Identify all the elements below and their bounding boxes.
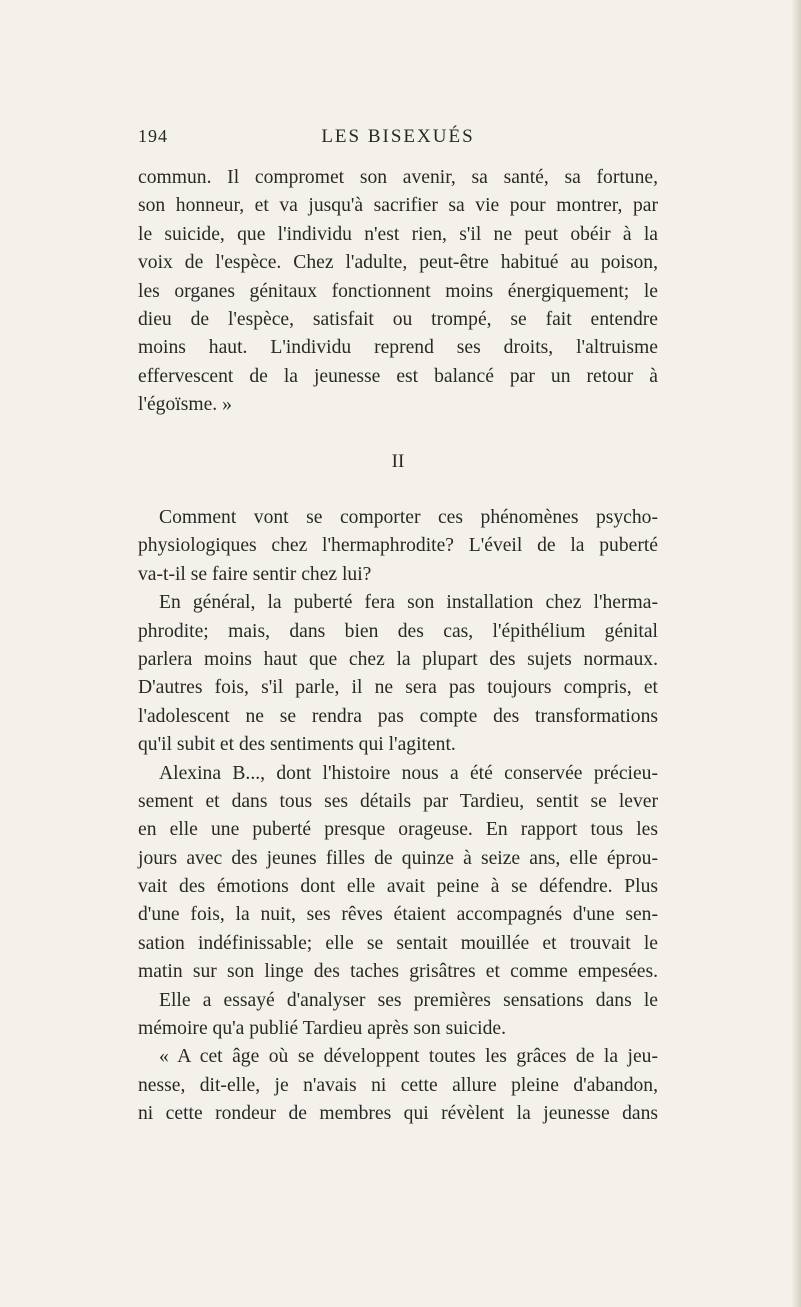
section-body: [138, 504, 658, 1129]
text-line-content: le suicide, que l'individu n'est rien, s'il ne peut obéir à la: [138, 223, 658, 245]
text-line: [138, 788, 658, 816]
text-line-content: phrodite; mais, dans bien des cas, l'épithélium génital: [138, 620, 658, 642]
text-line-content: parlera moins haut que chez la plupart des sujets normaux.: [138, 648, 658, 670]
running-head: [138, 126, 658, 150]
text-line-content: les organes génitaux fonctionnent moins énergiquement; le: [138, 280, 658, 302]
text-line-content: voix de l'espèce. Chez l'adulte, peut-être habitué au poison,: [138, 252, 658, 274]
text-line: l'égoïsme. »: [138, 394, 232, 416]
page-number: 194: [138, 126, 168, 146]
text-line: [138, 1100, 658, 1128]
text-line: [138, 845, 658, 873]
text-line-content: physiologiques chez l'hermaphrodite? L'éveil de la puberté: [138, 535, 658, 557]
text-line: [138, 249, 658, 277]
text-line-content: « A cet âge où se développent toutes les grâces de la jeu-: [159, 1046, 658, 1068]
text-line: [138, 1072, 658, 1100]
running-title: LES BISEXUÉS: [321, 126, 475, 147]
text-line: [138, 816, 658, 844]
text-line: [138, 987, 658, 1015]
text-line: [138, 901, 658, 929]
text-line-content: effervescent de la jeunesse est balancé par un retour à: [138, 365, 658, 387]
text-line: [138, 674, 658, 702]
text-line-content: D'autres fois, s'il parle, il ne sera pas toujours compris, et: [138, 677, 658, 699]
section-heading: II: [391, 451, 405, 472]
text-line-content: dieu de l'espèce, satisfait ou trompé, se fait entendre: [138, 308, 658, 330]
text-line-content: En général, la puberté fera son installation chez l'herma-: [159, 592, 658, 614]
text-line: [138, 618, 658, 646]
text-line-content: Elle a essayé d'analyser ses premières sensations dans le: [159, 989, 658, 1011]
text-line-content: sement et dans tous ses détails par Tardieu, sentit se lever: [138, 790, 658, 812]
text-line: [138, 589, 658, 617]
text-line-content: nesse, dit-elle, je n'avais ni cette allure pleine d'abandon,: [138, 1074, 658, 1096]
text-line: mémoire qu'a publié Tardieu après son suicide.: [138, 1018, 506, 1040]
text-line-content: vait des émotions dont elle avait peine à se défendre. Plus: [138, 876, 658, 898]
page-edge-shadow: [791, 0, 801, 1307]
text-line: [138, 164, 658, 192]
text-line: [138, 958, 658, 986]
text-line-content: son honneur, et va jusqu'à sacrifier sa vie pour montrer, par: [138, 195, 658, 217]
text-line-content: Alexina B..., dont l'histoire nous a été conservée précieu-: [159, 762, 658, 784]
text-line: [138, 873, 658, 901]
text-line-content: commun. Il compromet son avenir, sa santé, sa fortune,: [138, 167, 658, 188]
text-line-content: l'adolescent ne se rendra pas compte des transformations: [138, 705, 658, 727]
text-line-content: ni cette rondeur de membres qui révèlent la jeunesse dans: [138, 1103, 658, 1125]
text-line: [138, 532, 658, 560]
text-line: [138, 278, 658, 306]
text-line: [138, 703, 658, 731]
text-line-content: matin sur son linge des taches grisâtres et comme empesées.: [138, 961, 658, 983]
text-line: [138, 306, 658, 334]
text-line: [138, 646, 658, 674]
text-line: va-t-il se faire sentir chez lui?: [138, 563, 372, 585]
text-line: [138, 334, 658, 362]
text-line: [138, 363, 658, 391]
text-line: [138, 1043, 658, 1071]
text-line: [138, 192, 658, 220]
paragraph-continued: [138, 164, 658, 420]
text-line-content: en elle une puberté presque orageuse. En rapport tous les: [138, 819, 658, 841]
text-line-content: Comment vont se comporter ces phénomènes psycho-: [159, 507, 658, 528]
text-line-content: sation indéfinissable; elle se sentait mouillée et trouvait le: [138, 932, 658, 954]
text-line-content: d'une fois, la nuit, ses rêves étaient accompagnés d'une sen-: [138, 904, 658, 926]
text-line: [138, 930, 658, 958]
text-line-content: moins haut. L'individu reprend ses droits, l'altruisme: [138, 337, 658, 359]
text-line: qu'il subit et des sentiments qui l'agitent.: [138, 734, 456, 756]
text-line-content: jours avec des jeunes filles de quinze à seize ans, elle éprou-: [138, 847, 658, 869]
text-line: [138, 760, 658, 788]
text-line: [138, 504, 658, 532]
text-line: [138, 221, 658, 249]
